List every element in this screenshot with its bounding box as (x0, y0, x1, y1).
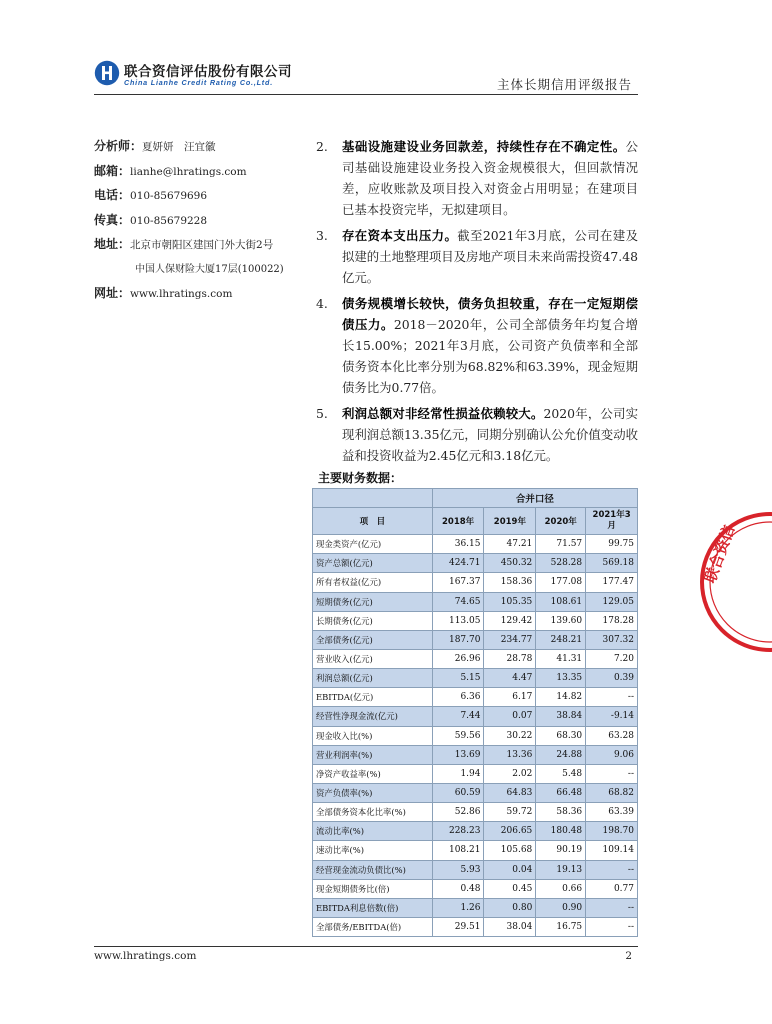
row-value: 26.96 (432, 649, 484, 668)
row-value: 0.90 (536, 898, 586, 917)
row-value: 206.65 (484, 822, 536, 841)
table-row (313, 822, 638, 841)
year-header: 2021年3月 (586, 508, 638, 535)
company-logo (94, 58, 294, 94)
row-value: 2.02 (484, 764, 536, 783)
page-number: 2 (625, 950, 632, 962)
row-value: 187.70 (432, 630, 484, 649)
table-row (313, 535, 638, 554)
row-value: 64.83 (484, 783, 536, 802)
svg-text:联合资信: 联合资信 (700, 522, 739, 586)
risk-point (316, 293, 638, 398)
row-value: 234.77 (484, 630, 536, 649)
row-value: 66.48 (536, 783, 586, 802)
row-value: 0.77 (586, 879, 638, 898)
lianhe-logo-icon (94, 60, 120, 86)
row-value: 6.36 (432, 688, 484, 707)
row-label: 资产总额(亿元) (313, 554, 433, 573)
analyst-label: 分析师： (94, 139, 143, 153)
row-label: 流动比率(%) (313, 822, 433, 841)
table-row (313, 707, 638, 726)
row-value: 29.51 (432, 917, 484, 936)
row-label: 营业利润率(%) (313, 745, 433, 764)
row-value: 105.68 (484, 841, 536, 860)
row-value: 14.82 (536, 688, 586, 707)
table-row (313, 841, 638, 860)
email-value[interactable]: lianhe@lhratings.com (130, 165, 247, 178)
financial-data-table (312, 488, 638, 937)
row-value: 7.44 (432, 707, 484, 726)
row-value: 71.57 (536, 535, 586, 554)
row-value: 0.48 (432, 879, 484, 898)
analyst-row (94, 137, 304, 162)
row-value: 424.71 (432, 554, 484, 573)
table-row (313, 803, 638, 822)
address-row-2 (94, 260, 304, 285)
phone-value: 010-85679696 (130, 190, 208, 202)
row-value: 0.80 (484, 898, 536, 917)
table-body (313, 535, 638, 937)
row-value: 30.22 (484, 726, 536, 745)
point-text: 公司基础设施建设业务投入资金规模很大，但回款情况差，应收账款及项目投入对资金占用明显；在建项目已基本投资完毕，无拟建项目。 (342, 139, 638, 217)
row-label: EBITDA(亿元) (313, 688, 433, 707)
row-value: 167.37 (432, 573, 484, 592)
row-value: 24.88 (536, 745, 586, 764)
row-value: 4.47 (484, 669, 536, 688)
table-row (313, 611, 638, 630)
caliber-header: 合并口径 (432, 489, 637, 508)
row-value: -9.14 (586, 707, 638, 726)
row-value: 74.65 (432, 592, 484, 611)
row-value: -- (586, 917, 638, 936)
row-value: 13.35 (536, 669, 586, 688)
row-value: 13.36 (484, 745, 536, 764)
row-value: 5.93 (432, 860, 484, 879)
row-value: 139.60 (536, 611, 586, 630)
year-header: 2018年 (432, 508, 484, 535)
row-value: 0.04 (484, 860, 536, 879)
row-label: 现金短期债务比(倍) (313, 879, 433, 898)
table-row (313, 688, 638, 707)
row-value: 198.70 (586, 822, 638, 841)
row-value: 58.36 (536, 803, 586, 822)
year-header: 2020年 (536, 508, 586, 535)
table-row (313, 783, 638, 802)
row-label: 全部债务(亿元) (313, 630, 433, 649)
point-title: 存在资本支出压力。 (342, 228, 458, 243)
row-label: 现金类资产(亿元) (313, 535, 433, 554)
row-value: 177.47 (586, 573, 638, 592)
row-value: 41.31 (536, 649, 586, 668)
fax-row (94, 211, 304, 236)
website-value[interactable]: www.lhratings.com (130, 288, 233, 300)
row-value: 109.14 (586, 841, 638, 860)
table-row (313, 917, 638, 936)
fax-value: 010-85679228 (130, 214, 208, 227)
company-seal-icon (692, 492, 772, 672)
table-row (313, 879, 638, 898)
row-value: 105.35 (484, 592, 536, 611)
footer-divider (94, 946, 638, 947)
row-label: 营业收入(亿元) (313, 649, 433, 668)
report-type: 主体长期信用评级报告 (496, 77, 632, 92)
row-label: 净资产收益率(%) (313, 764, 433, 783)
row-value: 68.30 (536, 726, 586, 745)
row-value: 38.84 (536, 707, 586, 726)
row-value: -- (586, 898, 638, 917)
table-title: 主要财务数据： (318, 471, 403, 485)
row-value: 307.32 (586, 630, 638, 649)
row-value: 13.69 (432, 745, 484, 764)
row-value: 36.15 (432, 535, 484, 554)
row-label: 经营现金流动负债比(%) (313, 860, 433, 879)
row-label: 全部债务资本化比率(%) (313, 803, 433, 822)
company-name-en: China Lianhe Credit Rating Co.,Ltd. (124, 78, 273, 87)
risk-points (316, 136, 638, 471)
row-value: 5.15 (432, 669, 484, 688)
row-value: 178.28 (586, 611, 638, 630)
row-value: 59.56 (432, 726, 484, 745)
row-value: 63.28 (586, 726, 638, 745)
row-value: 5.48 (536, 764, 586, 783)
point-title: 基础设施建设业务回款差，持续性存在不确定性。 (342, 139, 626, 154)
point-text: 2018－2020年，公司全部债务年均复合增长15.00%；2021年3月底，公司资产负债率和全部债务资本化比率分别为68.82%和63.39%，现金短期债务比为0.77倍。 (342, 317, 638, 395)
phone-label: 电话： (94, 188, 131, 202)
row-value: 28.78 (484, 649, 536, 668)
table-row (313, 764, 638, 783)
row-value: 228.23 (432, 822, 484, 841)
row-label: EBITDA利息倍数(倍) (313, 898, 433, 917)
analyst-value: 夏妍妍 汪宜徽 (142, 141, 216, 153)
row-value: 0.39 (586, 669, 638, 688)
row-value: 528.28 (536, 554, 586, 573)
row-value: 180.48 (536, 822, 586, 841)
website-label: 网址： (94, 286, 131, 300)
header-spacer (313, 489, 433, 508)
risk-point (316, 136, 638, 220)
row-value: 59.72 (484, 803, 536, 822)
point-title: 债务规模增长较快，债务负担较重，存在一定短期偿债压力。 (342, 296, 638, 332)
row-value: 47.21 (484, 535, 536, 554)
company-name-cn: 联合资信评估股份有限公司 (124, 64, 292, 80)
point-text: 2020年，公司实现利润总额13.35亿元，同期分别确认公允价值变动收益和投资收益为2.45亿元和3.18亿元。 (342, 406, 638, 463)
item-header: 项 目 (313, 508, 433, 535)
table-row (313, 669, 638, 688)
row-value: 63.39 (586, 803, 638, 822)
table-row (313, 745, 638, 764)
row-value: 129.42 (484, 611, 536, 630)
row-label: 速动比率(%) (313, 841, 433, 860)
row-value: 9.06 (586, 745, 638, 764)
address-label: 地址： (94, 237, 131, 251)
point-title: 利润总额对非经常性损益依赖较大。 (342, 406, 544, 421)
point-number: 2. (316, 139, 328, 154)
table-row (313, 554, 638, 573)
row-value: -- (586, 860, 638, 879)
row-value: 19.13 (536, 860, 586, 879)
row-value: 7.20 (586, 649, 638, 668)
contact-block (94, 137, 304, 309)
table-row (313, 898, 638, 917)
header-divider (94, 94, 638, 95)
row-value: 450.32 (484, 554, 536, 573)
row-value: 99.75 (586, 535, 638, 554)
row-value: 6.17 (484, 688, 536, 707)
row-value: 113.05 (432, 611, 484, 630)
row-value: 90.19 (536, 841, 586, 860)
row-value: 129.05 (586, 592, 638, 611)
row-value: 16.75 (536, 917, 586, 936)
row-value: 60.59 (432, 783, 484, 802)
row-value: 68.82 (586, 783, 638, 802)
table-row (313, 649, 638, 668)
row-value: 0.66 (536, 879, 586, 898)
row-value: 158.36 (484, 573, 536, 592)
row-label: 短期债务(亿元) (313, 592, 433, 611)
row-label: 全部债务/EBITDA(倍) (313, 917, 433, 936)
footer-url[interactable]: www.lhratings.com (94, 950, 197, 962)
address-row (94, 235, 304, 260)
fax-label: 传真： (94, 212, 131, 227)
row-label: 所有者权益(亿元) (313, 573, 433, 592)
row-value: 248.21 (536, 630, 586, 649)
phone-row (94, 186, 304, 211)
row-value: 52.86 (432, 803, 484, 822)
row-value: 108.61 (536, 592, 586, 611)
table-row (313, 573, 638, 592)
row-value: -- (586, 688, 638, 707)
row-value: 569.18 (586, 554, 638, 573)
table-row (313, 726, 638, 745)
risk-point (316, 225, 638, 288)
address-line-2: 中国人保财险大厦17层(100022) (135, 263, 284, 275)
row-label: 资产负债率(%) (313, 783, 433, 802)
row-value: 0.45 (484, 879, 536, 898)
point-text: 截至2021年3月底，公司在建及拟建的土地整理项目及房地产项目未来尚需投资47.48亿元。 (342, 228, 639, 285)
email-label: 邮箱： (94, 163, 131, 178)
row-label: 经营性净现金流(亿元) (313, 707, 433, 726)
point-number: 4. (316, 296, 328, 311)
year-header: 2019年 (484, 508, 536, 535)
risk-point (316, 403, 638, 466)
point-number: 3. (316, 228, 328, 243)
row-label: 利润总额(亿元) (313, 669, 433, 688)
address-line-1: 北京市朝阳区建国门外大街2号 (130, 239, 274, 251)
row-label: 长期债务(亿元) (313, 611, 433, 630)
row-value: 0.07 (484, 707, 536, 726)
row-value: 108.21 (432, 841, 484, 860)
row-value: 177.08 (536, 573, 586, 592)
website-row (94, 284, 304, 309)
table-row (313, 860, 638, 879)
row-value: 38.04 (484, 917, 536, 936)
row-label: 现金收入比(%) (313, 726, 433, 745)
email-row (94, 162, 304, 187)
table-row (313, 630, 638, 649)
row-value: 1.94 (432, 764, 484, 783)
row-value: -- (586, 764, 638, 783)
table-row (313, 592, 638, 611)
point-number: 5. (316, 406, 328, 421)
row-value: 1.26 (432, 898, 484, 917)
